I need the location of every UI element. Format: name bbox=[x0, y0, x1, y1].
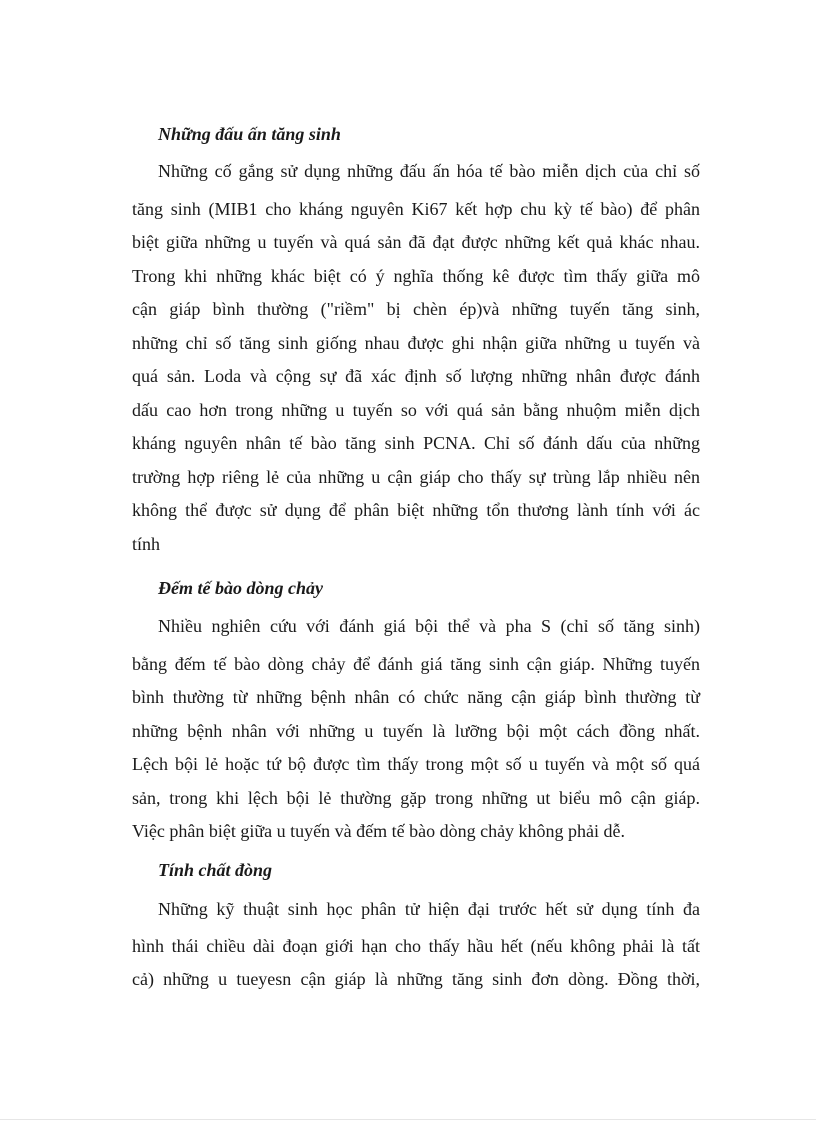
paragraph-line: Nhiều nghiên cứu với đánh giá bội thể và pha S (chỉ số tăng sinh) bbox=[158, 616, 700, 636]
paragraph-line: bình thường từ những bệnh nhân có chức năng cận giáp bình thường từ bbox=[132, 687, 700, 707]
paragraph-line: không thể được sử dụng để phân biệt những tổn thương lành tính với ác bbox=[132, 500, 700, 520]
paragraph-line: Những cố gắng sử dụng những đấu ấn hóa tế bào miễn dịch của chỉ số bbox=[158, 161, 700, 181]
paragraph-line: cả) những u tueyesn cận giáp là những tăng sinh đơn dòng. Đồng thời, bbox=[132, 969, 700, 989]
paragraph-line: bằng đếm tế bào dòng chảy để đánh giá tăng sinh cận giáp. Những tuyến bbox=[132, 654, 700, 674]
paragraph-line: những chỉ số tăng sinh giống nhau được ghi nhận giữa những u tuyến và bbox=[132, 333, 700, 353]
paragraph-line: tính bbox=[132, 534, 161, 554]
paragraph-line: biệt giữa những u tuyến và quá sản đã đạt được những kết quả khác nhau. bbox=[132, 232, 700, 252]
section-heading: Những đấu ấn tăng sinh bbox=[158, 124, 341, 144]
section-heading: Tính chất đòng bbox=[158, 860, 273, 880]
paragraph-line: những bệnh nhân với những u tuyến là lưỡng bội một cách đồng nhất. bbox=[132, 721, 700, 741]
paragraph-line: dấu cao hơn trong những u tuyến so với quá sản bằng nhuộm miễn dịch bbox=[132, 400, 700, 420]
paragraph-line: tăng sinh (MIB1 cho kháng nguyên Ki67 kết hợp chu kỳ tế bào) để phân bbox=[132, 199, 700, 219]
paragraph-line: hình thái chiều dài đoạn giới hạn cho thấy hầu hết (nếu không phải là tất bbox=[132, 936, 700, 956]
paragraph-line: trường hợp riêng lẻ của những u cận giáp cho thấy sự trùng lắp nhiều nên bbox=[132, 467, 700, 487]
paragraph-line: Việc phân biệt giữa u tuyến và đếm tế bào dòng chảy không phải dễ. bbox=[132, 821, 626, 841]
paragraph-line: cận giáp bình thường ("riềm" bị chèn ép)và những tuyến tăng sinh, bbox=[132, 299, 700, 319]
paragraph-line: Trong khi những khác biệt có ý nghĩa thống kê được tìm thấy giữa mô bbox=[132, 266, 700, 286]
paragraph-line: Những kỹ thuật sinh học phân tử hiện đại trước hết sử dụng tính đa bbox=[158, 899, 700, 919]
paragraph-line: kháng nguyên nhân tế bào tăng sinh PCNA. Chỉ số đánh dấu của những bbox=[132, 433, 700, 453]
paragraph-line: sản, trong khi lệch bội lẻ thường gặp trong những ut biểu mô cận giáp. bbox=[132, 788, 700, 808]
paragraph-line: quá sản. Loda và cộng sự đã xác định số lượng những nhân được đánh bbox=[132, 366, 700, 386]
paragraph-line: Lệch bội lẻ hoặc tứ bộ được tìm thấy trong một số u tuyến và một số quá bbox=[132, 754, 700, 774]
page-bottom-rule bbox=[0, 1119, 816, 1120]
section-heading: Đếm tế bào dòng chảy bbox=[158, 578, 323, 598]
